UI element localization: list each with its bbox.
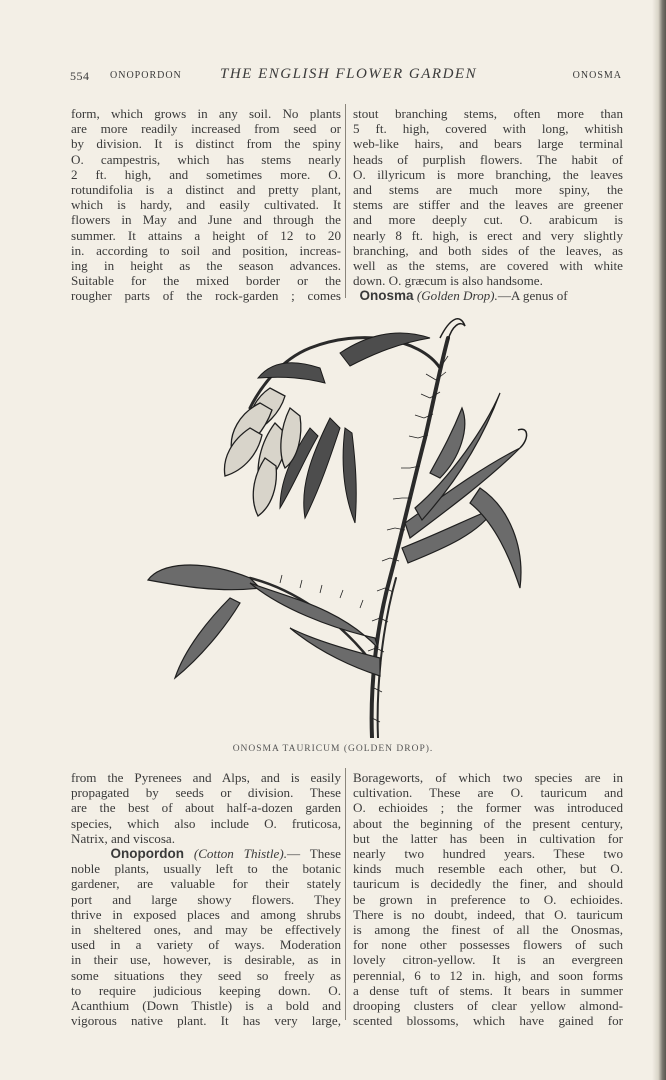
text-line: stout branching stems, often more than	[353, 106, 623, 121]
left-running-head: ONOPORDON	[110, 70, 182, 81]
text-line: heads of purplish flowers. The habit of	[353, 151, 623, 167]
text-line: branching, and both sides of the leaves, as	[353, 242, 623, 258]
onopordon-entry-line	[71, 846, 341, 861]
page-number: 554	[70, 69, 90, 83]
text-line: drooping clusters of clear yellow almond-	[353, 998, 623, 1014]
onopordon-entry-name: Onopordon	[110, 846, 184, 862]
text-line: cultivation. These are O. tauricum and	[353, 785, 623, 801]
onosma-entry-line	[353, 288, 623, 303]
text-line: port and large showy flowers. They	[71, 891, 341, 907]
text-line: O. illyricum is more branching, the leaves	[353, 166, 623, 182]
text-line: species, which also include O. fruticosa,	[71, 815, 341, 831]
text-line: kinds much resemble each other, but O.	[353, 861, 623, 877]
column-1-bottom-after-text	[71, 861, 341, 1028]
text-line: 5 ft. high, covered with long, whitish	[353, 121, 623, 137]
text-line: form, which grows in any soil. No plants	[71, 106, 341, 121]
text-line: which is hardy, and easily cultivated. It	[71, 197, 341, 213]
text-line: rougher parts of the rock-garden ; comes	[71, 288, 341, 304]
column-1-top	[71, 106, 341, 304]
text-line: from the Pyrenees and Alps, and is easily	[71, 770, 341, 785]
text-line: noble plants, usually left to the botanic	[71, 861, 341, 877]
text-line: a dense tuft of stems. It bears in summer	[353, 982, 623, 998]
text-line: perennial, 6 to 12 in. high, and soon forms	[353, 967, 623, 983]
text-line: is among the finest of all the Onosmas,	[353, 922, 623, 938]
text-line: Borageworts, of which two species are in	[353, 770, 623, 785]
text-line: in. according to soil and position, increas-	[71, 242, 341, 258]
text-line: by division. It is distinct from the spiny	[71, 136, 341, 152]
text-line: summer. It attains a height of 12 to 20	[71, 227, 341, 243]
text-line: propagated by seeds or division. These	[71, 785, 341, 801]
text-line: rotundifolia is a distinct and pretty plant,	[71, 182, 341, 198]
text-line: scented blossoms, which have gained for	[353, 1013, 623, 1029]
text-line: used in a variety of ways. Moderation	[71, 937, 341, 953]
text-line: Natrix, and viscosa.	[71, 830, 175, 846]
right-running-head: ONOSMA	[572, 70, 622, 81]
column-1-bottom	[71, 770, 341, 1028]
text-line: nearly 8 ft. high, is erect and very slightly	[353, 227, 623, 243]
text-line: some situations they seed so freely as	[71, 967, 341, 983]
column-2-bottom	[353, 770, 623, 1028]
column-divider-bottom	[345, 768, 346, 1020]
text-line: be grown in preference to O. echioides.	[353, 891, 623, 907]
text-line: nearly two hundred years. These two	[353, 846, 623, 862]
running-header	[70, 66, 622, 86]
text-line: web-like hairs, and bears large terminal	[353, 136, 623, 152]
text-line: Suitable for the mixed border or the	[71, 273, 341, 289]
text-line: are more readily increased from seed or	[71, 121, 341, 137]
text-line: lovely citron-yellow. It is an evergreen	[353, 952, 623, 968]
text-line: stems are stiffer and the leaves are greener	[353, 197, 623, 213]
column-1-bottom-text	[71, 770, 341, 846]
text-line: O. campestris, which has stems nearly	[71, 151, 341, 167]
text-line: in sheltered ones, and may be effectively	[71, 922, 341, 938]
column-2-top-text	[353, 106, 623, 288]
text-line: gardener, are valuable for their stately	[71, 876, 341, 892]
text-line: and stems are much more spiny, the	[353, 182, 623, 198]
text-line: vigorous native plant. It has very large,	[71, 1013, 341, 1029]
figure-caption: ONOSMA TAURICUM (GOLDEN DROP).	[232, 744, 434, 754]
onosma-entry-name: Onosma	[359, 288, 414, 304]
text-line: to require judicious keeping down. O.	[71, 982, 341, 998]
text-line: Acanthium (Down Thistle) is a bold and	[71, 998, 341, 1014]
text-line: tauricum is decidedly the finer, and should	[353, 876, 623, 892]
text-line: flowers in May and June and through the	[71, 212, 341, 228]
text-line: but the latter has been in cultivation for	[353, 830, 623, 846]
text-line: 2 ft. high, and sometimes more. O.	[71, 166, 341, 182]
onosma-illustration	[140, 308, 560, 738]
text-line: about the beginning of the present century,	[353, 815, 623, 831]
text-line: ing in height as the season advances.	[71, 258, 341, 274]
book-title: THE ENGLISH FLOWER GARDEN	[220, 66, 478, 82]
text-line: in their use, however, is desirable, as in	[71, 952, 341, 968]
column-divider-top	[345, 104, 346, 298]
page-edge-shadow	[652, 0, 666, 1080]
text-line: down. O. græcum is also handsome.	[353, 273, 543, 289]
text-line: and more deeply cut. O. arabicum is	[353, 212, 623, 228]
onopordon-entry-common: (Cotton Thistle).	[193, 846, 287, 862]
text-line: There is no doubt, indeed, that O. tauricum	[353, 906, 623, 922]
column-2-top	[353, 106, 623, 304]
onosma-entry-text: —A genus of	[497, 288, 568, 304]
text-line: for none other possesses flowers of such	[353, 937, 623, 953]
text-line: are the best of about half-a-dozen garden	[71, 800, 341, 816]
text-line: thrive in exposed places and among shrubs	[71, 906, 341, 922]
onosma-entry-common: (Golden Drop).	[416, 288, 498, 304]
text-line: well as the stems, are covered with white	[353, 258, 623, 274]
onopordon-entry-text: — These	[287, 846, 341, 862]
text-line: O. echioides ; the former was introduced	[353, 800, 623, 816]
